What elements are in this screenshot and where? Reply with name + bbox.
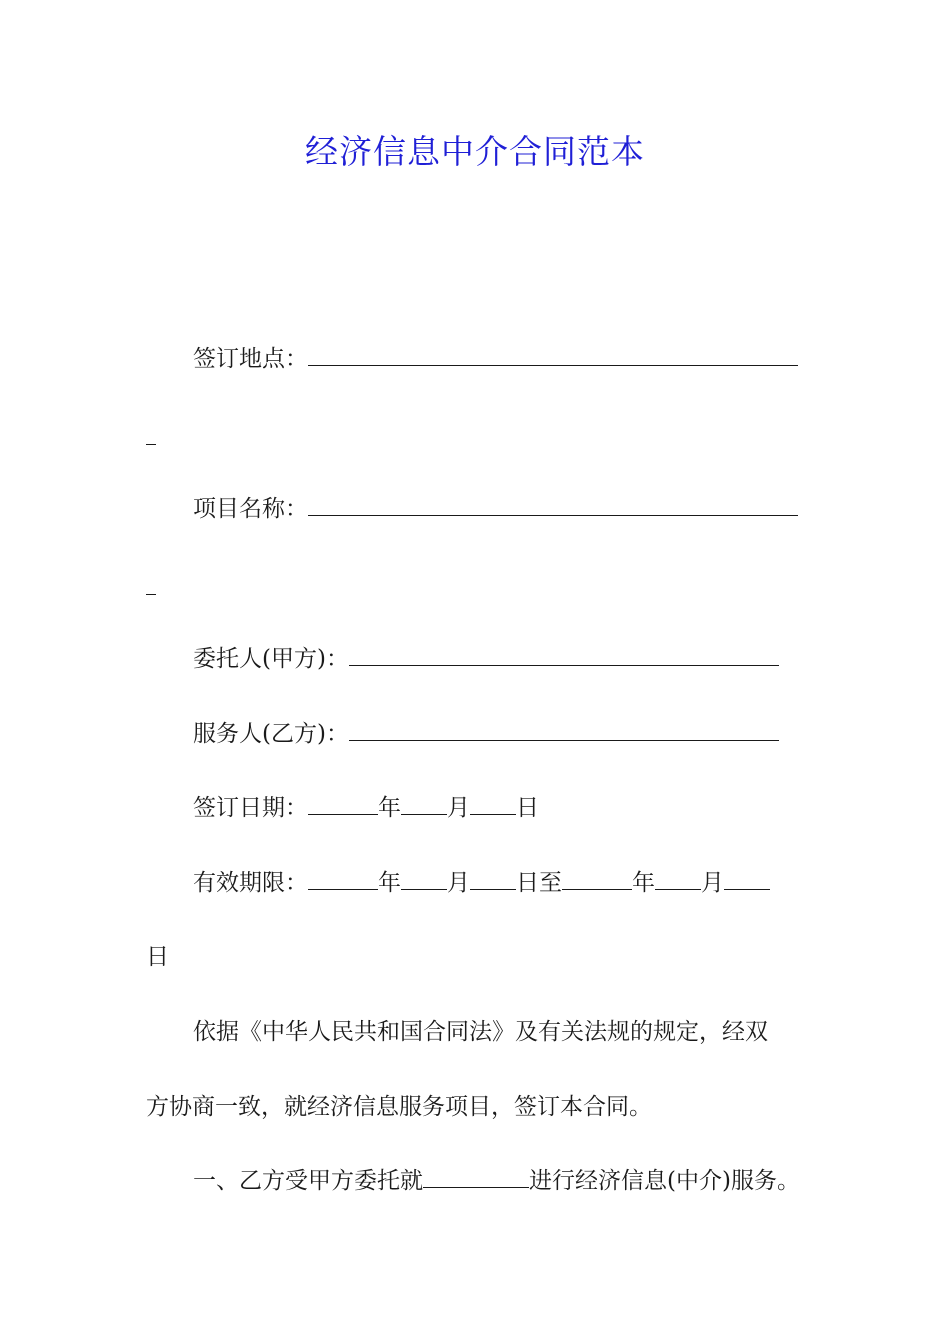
project-name-blank[interactable] <box>308 493 798 516</box>
signing-month-unit: 月 <box>447 795 470 821</box>
signing-day-blank[interactable] <box>470 792 516 815</box>
basis-paragraph-line2: 方协商一致，就经济信息服务项目，签订本合同。 <box>146 1094 652 1120</box>
signing-place-overflow-dash <box>146 444 156 445</box>
validity-end-day-blank[interactable] <box>724 867 770 890</box>
signing-place-label: 签订地点： <box>193 346 308 372</box>
client-row <box>193 643 779 675</box>
signing-day-unit: 日 <box>516 795 539 821</box>
signing-place-blank[interactable] <box>308 343 798 366</box>
project-name-row <box>193 493 798 525</box>
validity-start-month-blank[interactable] <box>401 867 447 890</box>
validity-start-year-blank[interactable] <box>308 867 378 890</box>
validity-start-year-unit: 年 <box>378 870 401 896</box>
validity-start-to-unit: 日至 <box>516 870 562 896</box>
signing-year-blank[interactable] <box>308 792 378 815</box>
clause-1-prefix: 一、乙方受甲方委托就 <box>193 1168 423 1194</box>
client-blank[interactable] <box>349 643 779 666</box>
provider-row <box>193 718 779 750</box>
signing-year-unit: 年 <box>378 795 401 821</box>
signing-date-row <box>193 792 539 824</box>
basis-paragraph-line1: 依据《中华人民共和国合同法》及有关法规的规定，经双 <box>193 1019 768 1045</box>
clause-1-suffix: 进行经济信息(中介)服务。 <box>529 1168 800 1194</box>
validity-end-month-unit: 月 <box>701 870 724 896</box>
provider-label: 服务人(乙方)： <box>193 721 349 747</box>
signing-place-row <box>193 343 798 375</box>
clause-1 <box>193 1165 800 1197</box>
validity-row <box>193 867 770 899</box>
validity-end-year-blank[interactable] <box>562 867 632 890</box>
signing-month-blank[interactable] <box>401 792 447 815</box>
validity-start-day-blank[interactable] <box>470 867 516 890</box>
project-name-label: 项目名称： <box>193 496 308 522</box>
validity-end-month-blank[interactable] <box>655 867 701 890</box>
validity-start-month-unit: 月 <box>447 870 470 896</box>
clause-1-subject-blank[interactable] <box>423 1165 529 1188</box>
validity-end-day-unit: 日 <box>146 944 169 970</box>
validity-end-year-unit: 年 <box>632 870 655 896</box>
project-name-overflow-dash <box>146 594 156 595</box>
client-label: 委托人(甲方)： <box>193 646 349 672</box>
signing-date-label: 签订日期： <box>193 795 308 821</box>
validity-label: 有效期限： <box>193 870 308 896</box>
provider-blank[interactable] <box>349 718 779 741</box>
document-title: 经济信息中介合同范本 <box>305 132 645 171</box>
